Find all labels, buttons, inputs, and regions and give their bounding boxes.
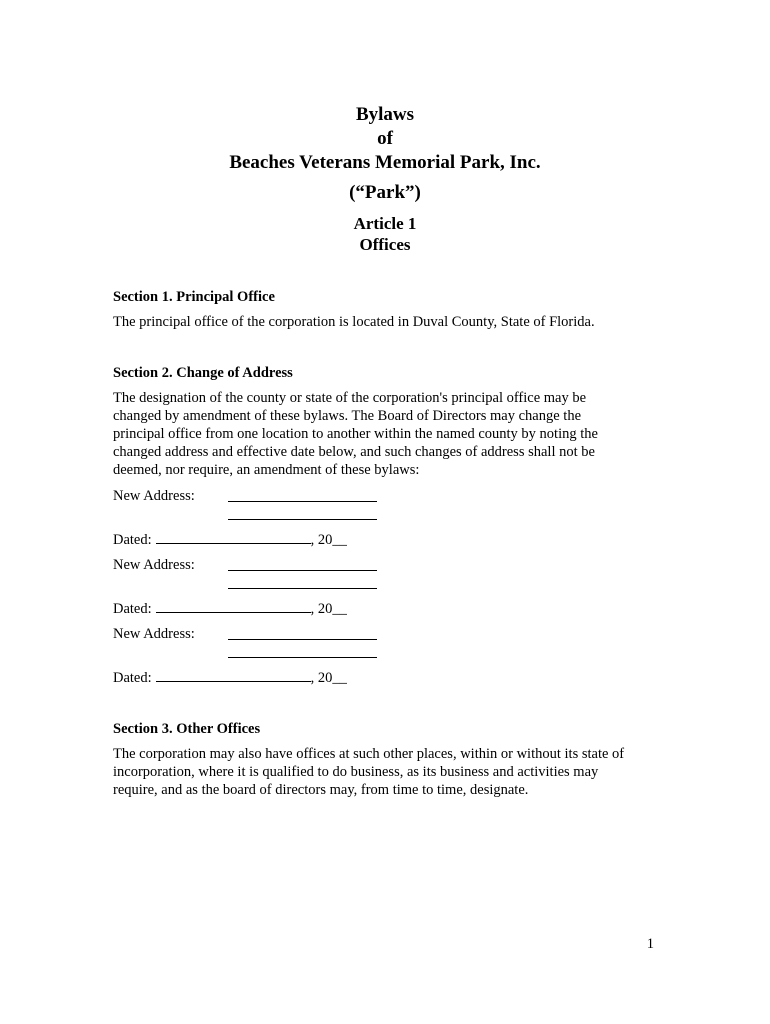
new-address-line-2[interactable] [228, 657, 377, 658]
title-bylaws: Bylaws [355, 104, 415, 125]
new-address-label: New Address: [113, 488, 195, 504]
new-address-line-1[interactable] [228, 570, 377, 571]
title-organization: Beaches Veterans Memorial Park, Inc. [229, 152, 541, 173]
section2-text-line: principal office from one location to another within the named county by noting the [113, 426, 598, 442]
new-address-line-1[interactable] [228, 639, 377, 640]
section3-text-line: incorporation, where it is qualified to do business, as its business and activities may [113, 764, 599, 780]
section3-heading: Section 3. Other Offices [113, 721, 261, 737]
title-of: of [377, 128, 393, 149]
section3-text-line: The corporation may also have offices at such other places, within or without its state of [113, 746, 625, 762]
new-address-line-2[interactable] [228, 519, 377, 520]
section2-text-line: changed by amendment of these bylaws. The Board of Directors may change the [113, 408, 582, 424]
new-address-line-2[interactable] [228, 588, 377, 589]
dated-year: , 20__ [310, 601, 347, 617]
section3-text-line: require, and as the board of directors may, from time to time, designate. [113, 782, 529, 798]
section2-text-line: deemed, nor require, an amendment of these bylaws: [113, 462, 420, 478]
section2-text-line: The designation of the county or state of the corporation's principal office may be [113, 390, 587, 406]
dated-row [113, 669, 347, 687]
article-number: Article 1 [353, 214, 417, 233]
dated-row [113, 531, 347, 549]
section2-heading: Section 2. Change of Address [113, 365, 293, 381]
dated-field[interactable] [156, 669, 311, 682]
dated-label: Dated: [113, 670, 152, 686]
dated-row [113, 600, 347, 618]
dated-field[interactable] [156, 531, 311, 544]
title-short-name: (“Park”) [349, 182, 421, 203]
page-number: 1 [646, 936, 654, 952]
section1-text: The principal office of the corporation is located in Duval County, State of Florida. [113, 314, 595, 330]
article-title: Offices [359, 235, 411, 254]
dated-label: Dated: [113, 601, 152, 617]
dated-label: Dated: [113, 532, 152, 548]
new-address-line-1[interactable] [228, 501, 377, 502]
new-address-label: New Address: [113, 557, 195, 573]
new-address-label: New Address: [113, 626, 195, 642]
dated-year: , 20__ [310, 670, 347, 686]
dated-field[interactable] [156, 600, 311, 613]
section2-text-line: changed address and effective date below, and such changes of address shall not be [113, 444, 595, 460]
dated-year: , 20__ [310, 532, 347, 548]
section1-heading: Section 1. Principal Office [113, 289, 275, 305]
